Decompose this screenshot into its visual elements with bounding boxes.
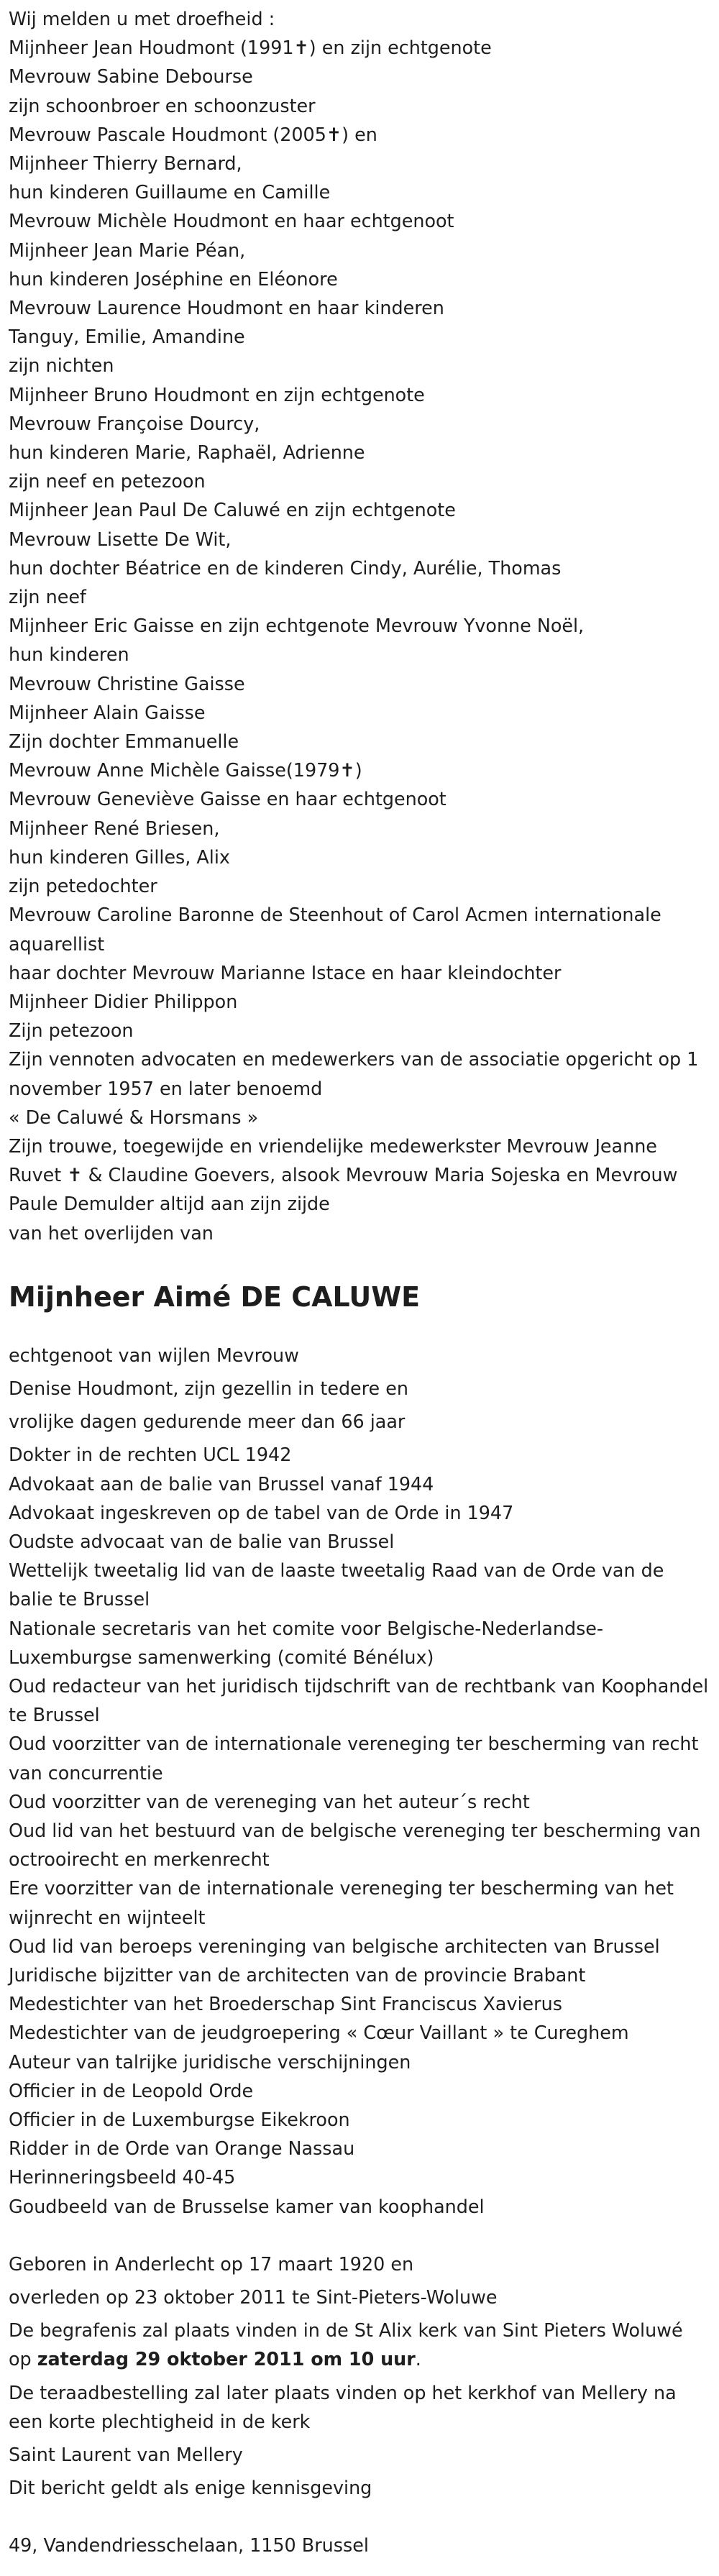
address-text: 49, Vandendriesschelaan, 1150 Brussel — [9, 2534, 369, 2557]
relative-line: Mijnheer René Briesen, — [9, 817, 220, 839]
career-line: Oud lid van beroeps vereninging van belgische architecten van Brussel — [9, 1935, 660, 1957]
relative-line: Zijn dochter Emmanuelle — [9, 730, 239, 753]
career-line: Ridder in de Orde van Orange Nassau — [9, 2137, 355, 2160]
relative-line: Mijnheer Jean Marie Péan, — [9, 239, 246, 261]
deceased-name: Mijnheer Aimé DE CALUWE — [9, 1280, 421, 1313]
relative-line: hun kinderen Joséphine en Eléonore — [9, 267, 338, 290]
relative-line: Mijnheer Thierry Bernard, — [9, 152, 242, 175]
notice-text: Dit bericht geldt als enige kennisgeving — [9, 2477, 372, 2499]
relative-line: Mijnheer Jean Houdmont (1991✝) en zijn echtgenote — [9, 37, 492, 59]
dates-block — [9, 2250, 710, 2311]
relative-line: Mijnheer Jean Paul De Caluwé en zijn echtgenote — [9, 499, 456, 521]
funeral-text — [9, 2316, 710, 2373]
funeral-location: De begrafenis zal plaats vinden in de St Alix kerk van Sint Pieters Woluwé op — [9, 2319, 683, 2370]
career-line: Medestichter van het Broederschap Sint Franciscus Xavierus — [9, 1993, 562, 2015]
relative-line: haar dochter Mevrouw Marianne Istace en haar kleindochter — [9, 961, 562, 984]
career-line: Herinneringsbeeld 40-45 — [9, 2166, 236, 2188]
death-text: overleden op 23 oktober 2011 te Sint-Pieters-Woluwe — [9, 2286, 498, 2309]
relative-line: Mevrouw Lisette De Wit, — [9, 528, 232, 550]
career-line: Wettelijk tweetalig lid van de laaste tweetalig Raad van de Orde van de balie te Brussel — [9, 1559, 664, 1610]
relative-line: zijn petedochter — [9, 875, 157, 897]
relative-line: zijn schoonbroer en schoonzuster — [9, 94, 316, 116]
burial-text: De teraadbestelling zal later plaats vinden op het kerkhof van Mellery na een korte plechtigheid in de kerk — [9, 2381, 677, 2432]
relative-line: zijn nichten — [9, 354, 114, 377]
relative-line: Mijnheer Eric Gaisse en zijn echtgenote Mevrouw Yvonne Noël, — [9, 615, 585, 637]
spouse-line: echtgenoot van wijlen Mevrouw — [9, 1344, 299, 1366]
career-line: Medestichter van de jeudgroepering « Cœur Vaillant » te Cureghem — [9, 2022, 629, 2044]
birth-text: Geboren in Anderlecht op 17 maart 1920 en — [9, 2252, 414, 2275]
relatives-list — [9, 33, 710, 1247]
relative-line: hun dochter Béatrice en de kinderen Cindy, Aurélie, Thomas — [9, 556, 562, 579]
funeral-end: . — [415, 2348, 421, 2370]
relative-line: Mijnheer Bruno Houdmont en zijn echtgenote — [9, 383, 425, 405]
career-line: Ere voorzitter van de internationale vereneging ter bescherming van het wijnrecht en wijnteelt — [9, 1877, 674, 1928]
relative-line: Mevrouw Pascale Houdmont (2005✝) en — [9, 123, 377, 145]
relative-line: Mijnheer Didier Philippon — [9, 990, 238, 1012]
career-line: Officier in de Luxemburgse Eikekroon — [9, 2109, 350, 2131]
funeral-date: zaterdag 29 oktober 2011 om 10 uur — [37, 2348, 416, 2370]
relative-line: hun kinderen — [9, 643, 129, 666]
career-line: Auteur van talrijke juridische verschijningen — [9, 2050, 411, 2073]
relative-line: Mevrouw Caroline Baronne de Steenhout of Carol Acmen internationale aquarellist — [9, 904, 661, 955]
relative-line: Mevrouw Geneviève Gaisse en haar echtgenoot — [9, 788, 446, 810]
career-line: Advokaat ingeskreven op de tabel van de Orde in 1947 — [9, 1501, 514, 1523]
career-line: Oud voorzitter van de internationale vereneging ter bescherming van recht van concurrentie — [9, 1733, 699, 1784]
spouse-block — [9, 1341, 710, 1436]
spouse-line: vrolijke dagen gedurende meer dan 66 jaar — [9, 1411, 406, 1433]
career-line: Oud voorzitter van de vereneging van het auteur´s recht — [9, 1790, 530, 1812]
relative-line: Mevrouw Sabine Debourse — [9, 65, 253, 88]
career-line: Nationale secretaris van het comite voor Belgische-Nederlandse-Luxemburgse samenwerking (comité Bénélux) — [9, 1617, 604, 1668]
relative-line: Mijnheer Alain Gaisse — [9, 701, 206, 723]
relative-line: zijn neef — [9, 586, 86, 608]
relative-line: Mevrouw Françoise Dourcy, — [9, 412, 260, 434]
career-line: Oud lid van het bestuurd van de belgische vereneging ter bescherming van octrooirecht en merkenrecht — [9, 1819, 701, 1871]
relative-line: van het overlijden van — [9, 1221, 214, 1244]
career-line: Officier in de Leopold Orde — [9, 2079, 254, 2101]
career-line: Oudste advocaat van de balie van Brussel — [9, 1530, 395, 1552]
relative-line: « De Caluwé & Horsmans » — [9, 1106, 259, 1128]
relative-line: Tanguy, Emilie, Amandine — [9, 326, 245, 348]
relative-line: zijn neef en petezoon — [9, 470, 206, 492]
relative-line: Mevrouw Michèle Houdmont en haar echtgenoot — [9, 210, 454, 232]
relative-line: Zijn trouwe, toegewijde en vriendelijke medewerkster Mevrouw Jeanne Ruvet ✝ & Claudine Goevers, alsook Mevrouw Maria Sojeska en Mevrouw Paule Demulder altijd aan zijn zijde — [9, 1135, 678, 1215]
career-line: Goudbeeld van de Brusselse kamer van koophandel — [9, 2195, 485, 2217]
relative-line: Mevrouw Laurence Houdmont en haar kinderen — [9, 297, 444, 319]
relative-line: hun kinderen Gilles, Alix — [9, 845, 230, 868]
relative-line: Zijn vennoten advocaten en medewerkers van de associatie opgericht op 1 november 1957 en later benoemd — [9, 1048, 699, 1099]
relative-line: hun kinderen Guillaume en Camille — [9, 181, 331, 203]
relative-line: hun kinderen Marie, Raphaël, Adrienne — [9, 441, 365, 464]
cemetery-text: Saint Laurent van Mellery — [9, 2444, 243, 2466]
intro-text: Wij melden u met droefheid : — [9, 8, 275, 29]
relative-line: Mevrouw Christine Gaisse — [9, 672, 245, 695]
career-list — [9, 1440, 710, 2220]
relative-line: Mevrouw Anne Michèle Gaisse(1979✝) — [9, 759, 362, 781]
spouse-line: Denise Houdmont, zijn gezellin in tedere en — [9, 1377, 408, 1399]
career-line: Dokter in de rechten UCL 1942 — [9, 1444, 292, 1466]
career-line: Juridische bijzitter van de architecten van de provincie Brabant — [9, 1964, 586, 1986]
career-line: Oud redacteur van het juridisch tijdschrift van de rechtbank van Koophandel te Brussel — [9, 1674, 709, 1726]
career-line: Advokaat aan de balie van Brussel vanaf 1944 — [9, 1472, 434, 1495]
relative-line: Zijn petezoon — [9, 1019, 134, 1042]
